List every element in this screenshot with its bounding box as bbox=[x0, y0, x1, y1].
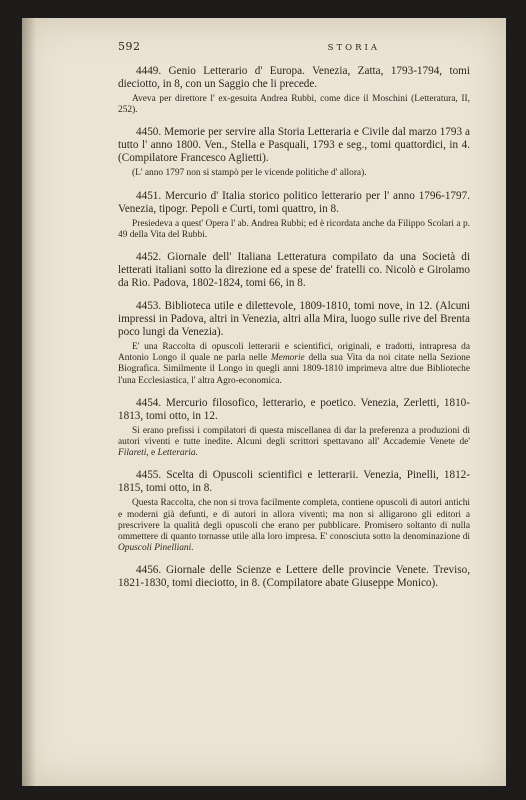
entry-note bbox=[118, 342, 470, 387]
entry-4454 bbox=[118, 397, 470, 460]
entry-note: (L' anno 1797 non si stampò per le vicende politiche d' allora). bbox=[132, 168, 367, 179]
entry-4449 bbox=[118, 65, 470, 116]
note-italic-text: Filareti bbox=[118, 448, 147, 459]
entry-text: 4454. Mercurio filosofico, letterario, e poetico. Venezia, Zerletti, 1810-1813, tomi otto, in 12. bbox=[118, 396, 470, 422]
entry-text: 4455. Scelta di Opuscoli scientifici e letterarii. Venezia, Pinelli, 1812-1815, tomi otto, in 8. bbox=[118, 469, 470, 495]
entry-text: 4452. Giornale dell' Italiana Letteratura compilato da una Società di letterati italiani sotto la direzione ed a spese de' fratelli co. Nicolò e Girolamo da Rio. Padova, 1802-1824, tomi 66, in 8. bbox=[118, 251, 470, 290]
entry-text: 4449. Genio Letterario d' Europa. Venezia, Zatta, 1793-1794, tomi dieciotto, in 8, con un Saggio che li precede. bbox=[118, 65, 470, 90]
entry-text: 4450. Memorie per servire alla Storia Letteraria e Civile dal marzo 1793 a tutto l' anno 1800. Ven., Stella e Pasquali, 1793 e seg., tomi quattordici, in 4. (Compilatore Francesco Aglietti). bbox=[118, 126, 470, 165]
note-italic-text: Opuscoli Pinelliani bbox=[118, 543, 192, 554]
entry-note bbox=[118, 498, 470, 554]
note-text: Questa Raccolta, che non si trova facilmente completa, contiene opuscoli di autori antichi e moderni già defunti, e di autori in allora viventi; ma non si alligarono gli editori a prescrivere la qualità degli opuscoli che erano per pubblicare. Promisero soltanto di nulla ommettere di quanto tornasse utile alla loro impresa. E' conosciuta sotto la denominazione di bbox=[118, 498, 470, 543]
note-text: della sua Vita da noi citate nella Sezione Biografica. Similmente il Longo in quegli anni 1809-1810 imprimeva altre due Biblioteche l'una Ecclesiastica, l' altra Agro-economica. bbox=[118, 353, 470, 386]
entry-note: Presiedeva a quest' Opera l' ab. Andrea Rubbi; ed è ricordata anche da Filippo Scolari a p. 49 della Vita del Rubbi. bbox=[118, 218, 470, 240]
note-text: E' una Raccolta di opuscoli letterarii e scientifici, originali, e tradotti, intrapresa da Antonio Longo il quale ne parla nelle bbox=[118, 342, 470, 364]
entry-4455 bbox=[118, 469, 470, 554]
entry-4451 bbox=[118, 190, 470, 241]
entry-4456 bbox=[118, 564, 470, 590]
page-number: 592 bbox=[118, 40, 141, 53]
note-text: , e bbox=[146, 448, 158, 459]
entry-note bbox=[118, 426, 470, 460]
note-text: Si erano prefissi i compilatori di questa miscellanea di dar la preferenza a produzioni di autori viventi e tutte inedite. Alcuni degli scrittori spettavano all' Accademie Venete de' bbox=[118, 425, 470, 448]
note-text: . bbox=[191, 543, 194, 554]
entry-text: 4453. Biblioteca utile e dilettevole, 1809-1810, tomi nove, in 12. (Alcuni impressi in Padova, altri in Venezia, altri alla Mira, luogo sulle rive del Brenta poco lungi da Venezia). bbox=[118, 300, 470, 339]
entry-note: Aveva per direttore l' ex-gesuita Andrea Rubbi, come dice il Moschini (Letteratura, II, 252). bbox=[118, 94, 470, 116]
entry-text: 4451. Mercurio d' Italia storico politico letterario per l' anno 1796-1797. Venezia, tipogr. Pepoli e Curti, tomi quattro, in 8. bbox=[118, 189, 470, 215]
entry-4453 bbox=[118, 300, 470, 387]
running-title: STORIA bbox=[327, 43, 380, 53]
entry-text: 4456. Giornale delle Scienze e Lettere delle provincie Venete. Treviso, 1821-1830, tomi dieciotto, in 8. (Compilatore abate Giuseppe Monico). bbox=[118, 564, 470, 590]
entry-4452 bbox=[118, 251, 470, 290]
book-page bbox=[22, 18, 506, 786]
note-italic-text: Memorie bbox=[270, 353, 305, 364]
page-header bbox=[118, 40, 470, 53]
note-text: . bbox=[195, 448, 198, 459]
note-italic-text: Letteraria bbox=[157, 448, 196, 459]
entry-4450 bbox=[118, 126, 470, 179]
